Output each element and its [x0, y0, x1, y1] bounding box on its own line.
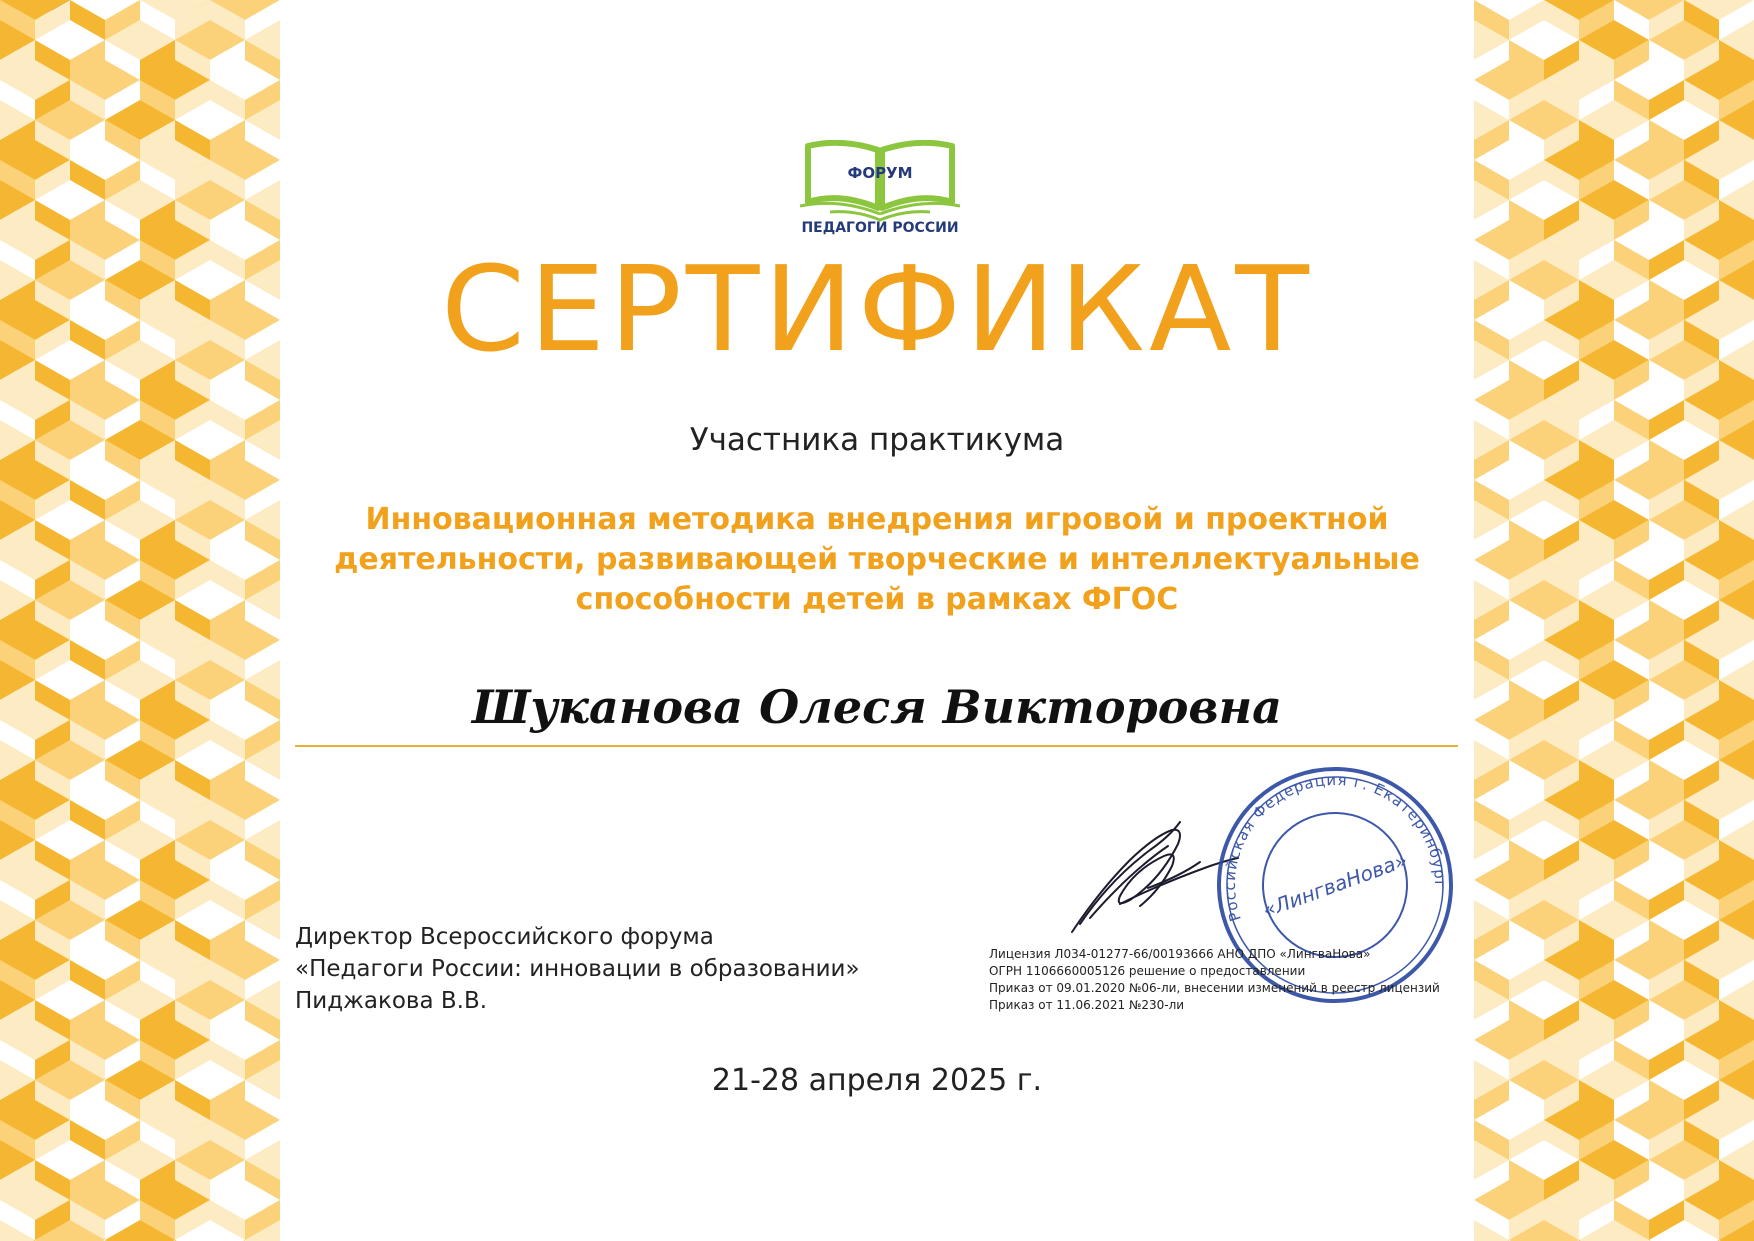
recipient-underline	[295, 745, 1458, 747]
right-decorative-border	[1474, 0, 1754, 1241]
seal-center-text: «ЛингваНова»	[1259, 847, 1411, 923]
theme-line: способности детей в рамках ФГОС	[575, 582, 1179, 617]
forum-logo	[790, 140, 970, 245]
svg-text:Российская Федерация г. Екатер	[1215, 765, 1455, 964]
license-line: ОГРН 1106660005126 решение о предоставлении	[989, 964, 1306, 978]
certificate-title: СЕРТИФИКАТ	[440, 240, 1313, 378]
logo-top-text: ФОРУМ	[847, 164, 913, 182]
license-line: Приказ от 11.06.2021 №230-ли	[989, 998, 1185, 1012]
director-line: «Педагоги России: инновации в образовании»	[295, 956, 860, 982]
license-block	[989, 946, 1469, 1014]
license-line: Приказ от 09.01.2020 №06-ли, внесении изменений в реестр лицензий	[989, 981, 1440, 995]
theme-line: Инновационная методика внедрения игровой и проектной	[365, 502, 1389, 537]
director-block	[295, 921, 935, 1017]
director-line: Пиджакова В.В.	[295, 988, 488, 1014]
left-border-pattern	[0, 0, 280, 1241]
seal-outer-text: Российская Федерация г. Екатеринбург	[1220, 770, 1450, 924]
logo-bottom-text: ПЕДАГОГИ РОССИИ	[801, 220, 959, 236]
right-border-pattern	[1474, 0, 1754, 1241]
certificate-subtitle: Участника практикума	[689, 422, 1065, 458]
director-line: Директор Всероссийского форума	[295, 924, 714, 950]
theme-line: деятельности, развивающей творческие и интеллектуальные	[334, 542, 1420, 577]
license-line: Лицензия Л034-01277-66/00193666 АНО ДПО «ЛингваНова»	[989, 947, 1371, 961]
recipient-name: Шуканова Олеся Викторовна	[472, 680, 1282, 734]
certificate-date: 21-28 апреля 2025 г.	[711, 1063, 1043, 1098]
left-decorative-border	[0, 0, 280, 1241]
certificate-theme	[300, 500, 1454, 620]
